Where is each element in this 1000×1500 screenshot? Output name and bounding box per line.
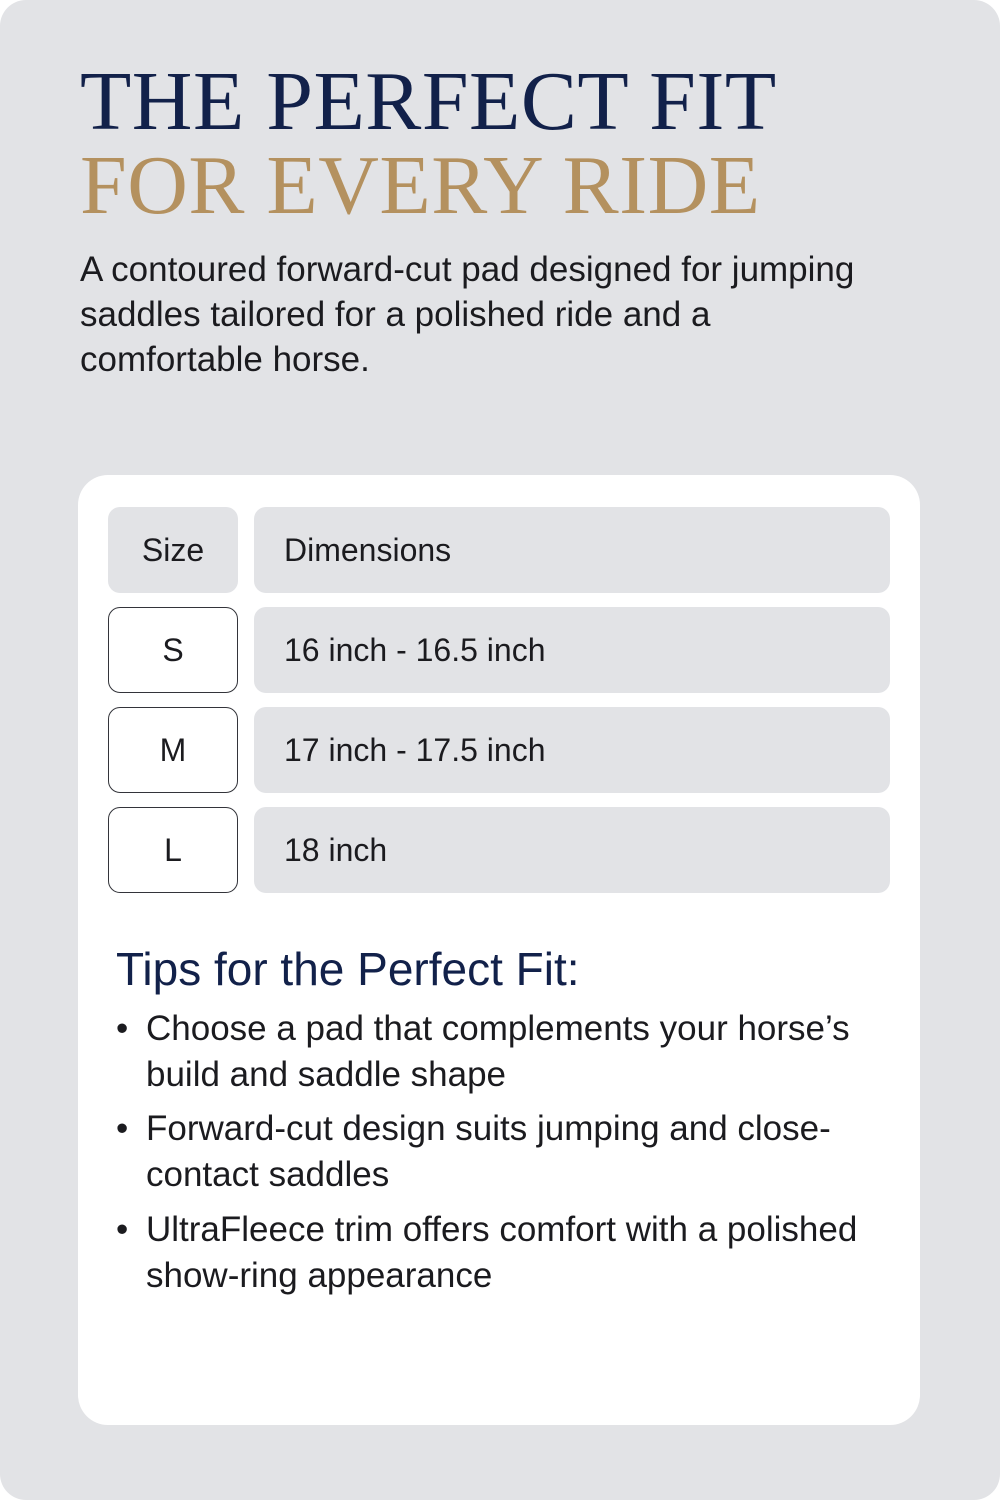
table-row: [108, 707, 890, 793]
tip-text: UltraFleece trim offers comfort with a polished show-ring appearance: [146, 1209, 858, 1295]
size-value-l: L: [108, 807, 238, 893]
bullet-icon: •: [116, 1209, 129, 1249]
table-row: [108, 607, 890, 693]
tips-list: [108, 1006, 890, 1299]
dimensions-value-l: 18 inch: [254, 807, 890, 893]
page-title-secondary: FOR EVERY RIDE: [80, 138, 761, 232]
table-header-row: [108, 507, 890, 593]
size-value-s: S: [108, 607, 238, 693]
dimensions-value-s: 16 inch - 16.5 inch: [254, 607, 890, 693]
dimensions-value-m: 17 inch - 17.5 inch: [254, 707, 890, 793]
column-header-size: Size: [108, 507, 238, 593]
tip-text: Forward-cut design suits jumping and close-contact saddles: [146, 1109, 831, 1195]
bullet-icon: •: [116, 1008, 129, 1048]
header: [0, 0, 1000, 382]
list-item: [116, 1106, 890, 1198]
page-subtitle: A contoured forward-cut pad designed for jumping saddles tailored for a polished ride and a comfortable horse.: [80, 249, 855, 379]
bullet-icon: •: [116, 1109, 129, 1149]
list-item: [116, 1207, 890, 1299]
column-header-dimensions: Dimensions: [254, 507, 890, 593]
list-item: [116, 1006, 890, 1098]
table-row: [108, 807, 890, 893]
tips-heading: Tips for the Perfect Fit:: [116, 943, 580, 995]
size-table: [108, 507, 890, 893]
page-title-primary: THE PERFECT FIT: [80, 55, 777, 148]
size-card: [78, 475, 920, 1425]
tip-text: Choose a pad that complements your horse’s build and saddle shape: [146, 1008, 850, 1095]
size-value-m: M: [108, 707, 238, 793]
